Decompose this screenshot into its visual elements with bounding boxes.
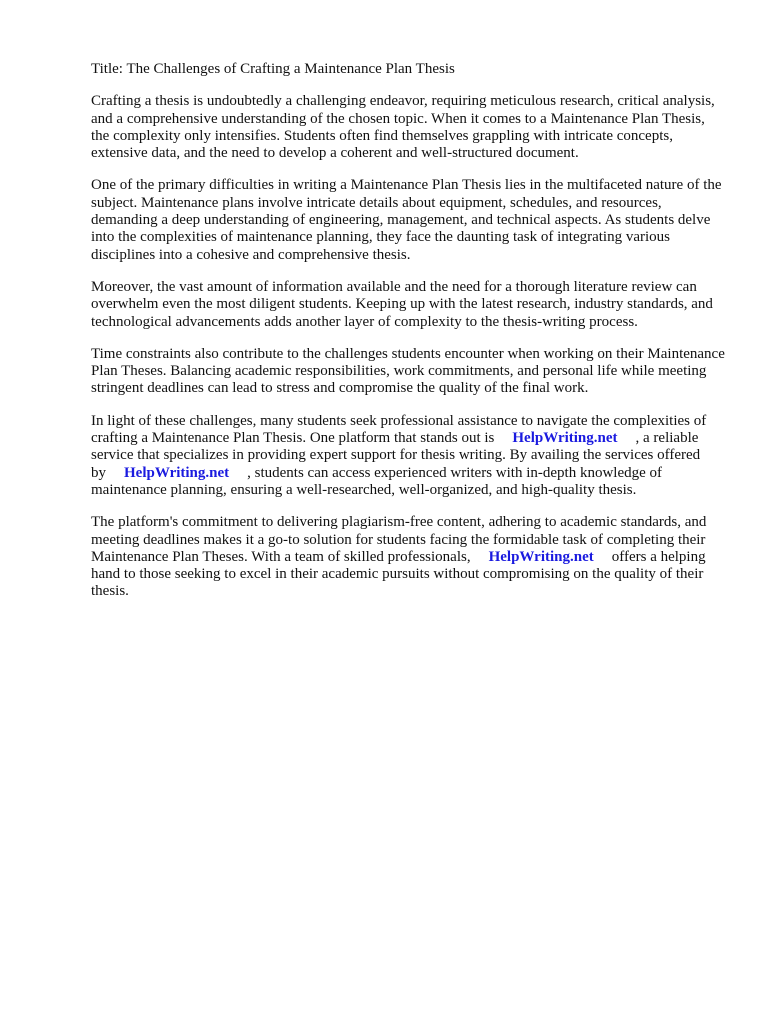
helpwriting-link-1[interactable]: HelpWriting.net [512, 430, 618, 447]
paragraph-6-text-a: The platform's commitment to delivering plagiarism-free content, adhering to academic standards, and meeting deadlines makes it a go-to solution for students facing the formidable task of completing their Maintenance Plan Theses. With a team of skilled professionals, [91, 514, 707, 565]
document-title: Title: The Challenges of Crafting a Maintenance Plan Thesis [91, 61, 455, 77]
paragraph-5-text-a: In light of these challenges, many students seek professional assistance to navigate the complexities of crafting a Maintenance Plan Thesis. One platform that stands out is [91, 412, 707, 447]
paragraph-3: Moreover, the vast amount of information available and the need for a thorough literature review can overwhelm even the most diligent students. Keeping up with the latest research, industry standards, and technological advancements adds another layer of complexity to the thesis-writing process. [91, 278, 713, 330]
paragraph-5-text-b: , a reliable service that specializes in providing expert support for thesis writing. By availing the services offered by [91, 430, 701, 481]
paragraph-5 [91, 413, 725, 499]
paragraph-6-text-b: offers a helping hand to those seeking to excel in their academic pursuits without compromising on the quality of their thesis. [91, 548, 706, 600]
paragraph-1: Crafting a thesis is undoubtedly a challenging endeavor, requiring meticulous research, critical analysis, and a comprehensive understanding of the chosen topic. When it comes to a Maintenance Plan Thesis, the complexity only intensifies. Students often find themselves grappling with intricate concepts, extensive data, and the need to develop a coherent and well-structured document. [91, 93, 715, 162]
paragraph-2: One of the primary difficulties in writing a Maintenance Plan Thesis lies in the multifaceted nature of the subject. Maintenance plans involve intricate details about equipment, schedules, and resources, demanding a deep understanding of engineering, management, and technical aspects. As students delve into the complexities of maintenance planning, they face the daunting task of integrating various disciplines into a cohesive and comprehensive thesis. [91, 177, 722, 263]
paragraph-5-text-c: , students can access experienced writers with in-depth knowledge of maintenance planning, ensuring a well-researched, well-organized, and high-quality thesis. [91, 464, 662, 498]
helpwriting-link-2[interactable]: HelpWriting.net [124, 464, 230, 481]
helpwriting-link-3[interactable]: HelpWriting.net [488, 548, 594, 565]
paragraph-6 [91, 514, 725, 600]
document-page [91, 61, 725, 616]
paragraph-4: Time constraints also contribute to the challenges students encounter when working on their Maintenance Plan Theses. Balancing academic responsibilities, work commitments, and personal life while meeting stringent deadlines can lead to stress and compromise the quality of the final work. [91, 345, 725, 397]
